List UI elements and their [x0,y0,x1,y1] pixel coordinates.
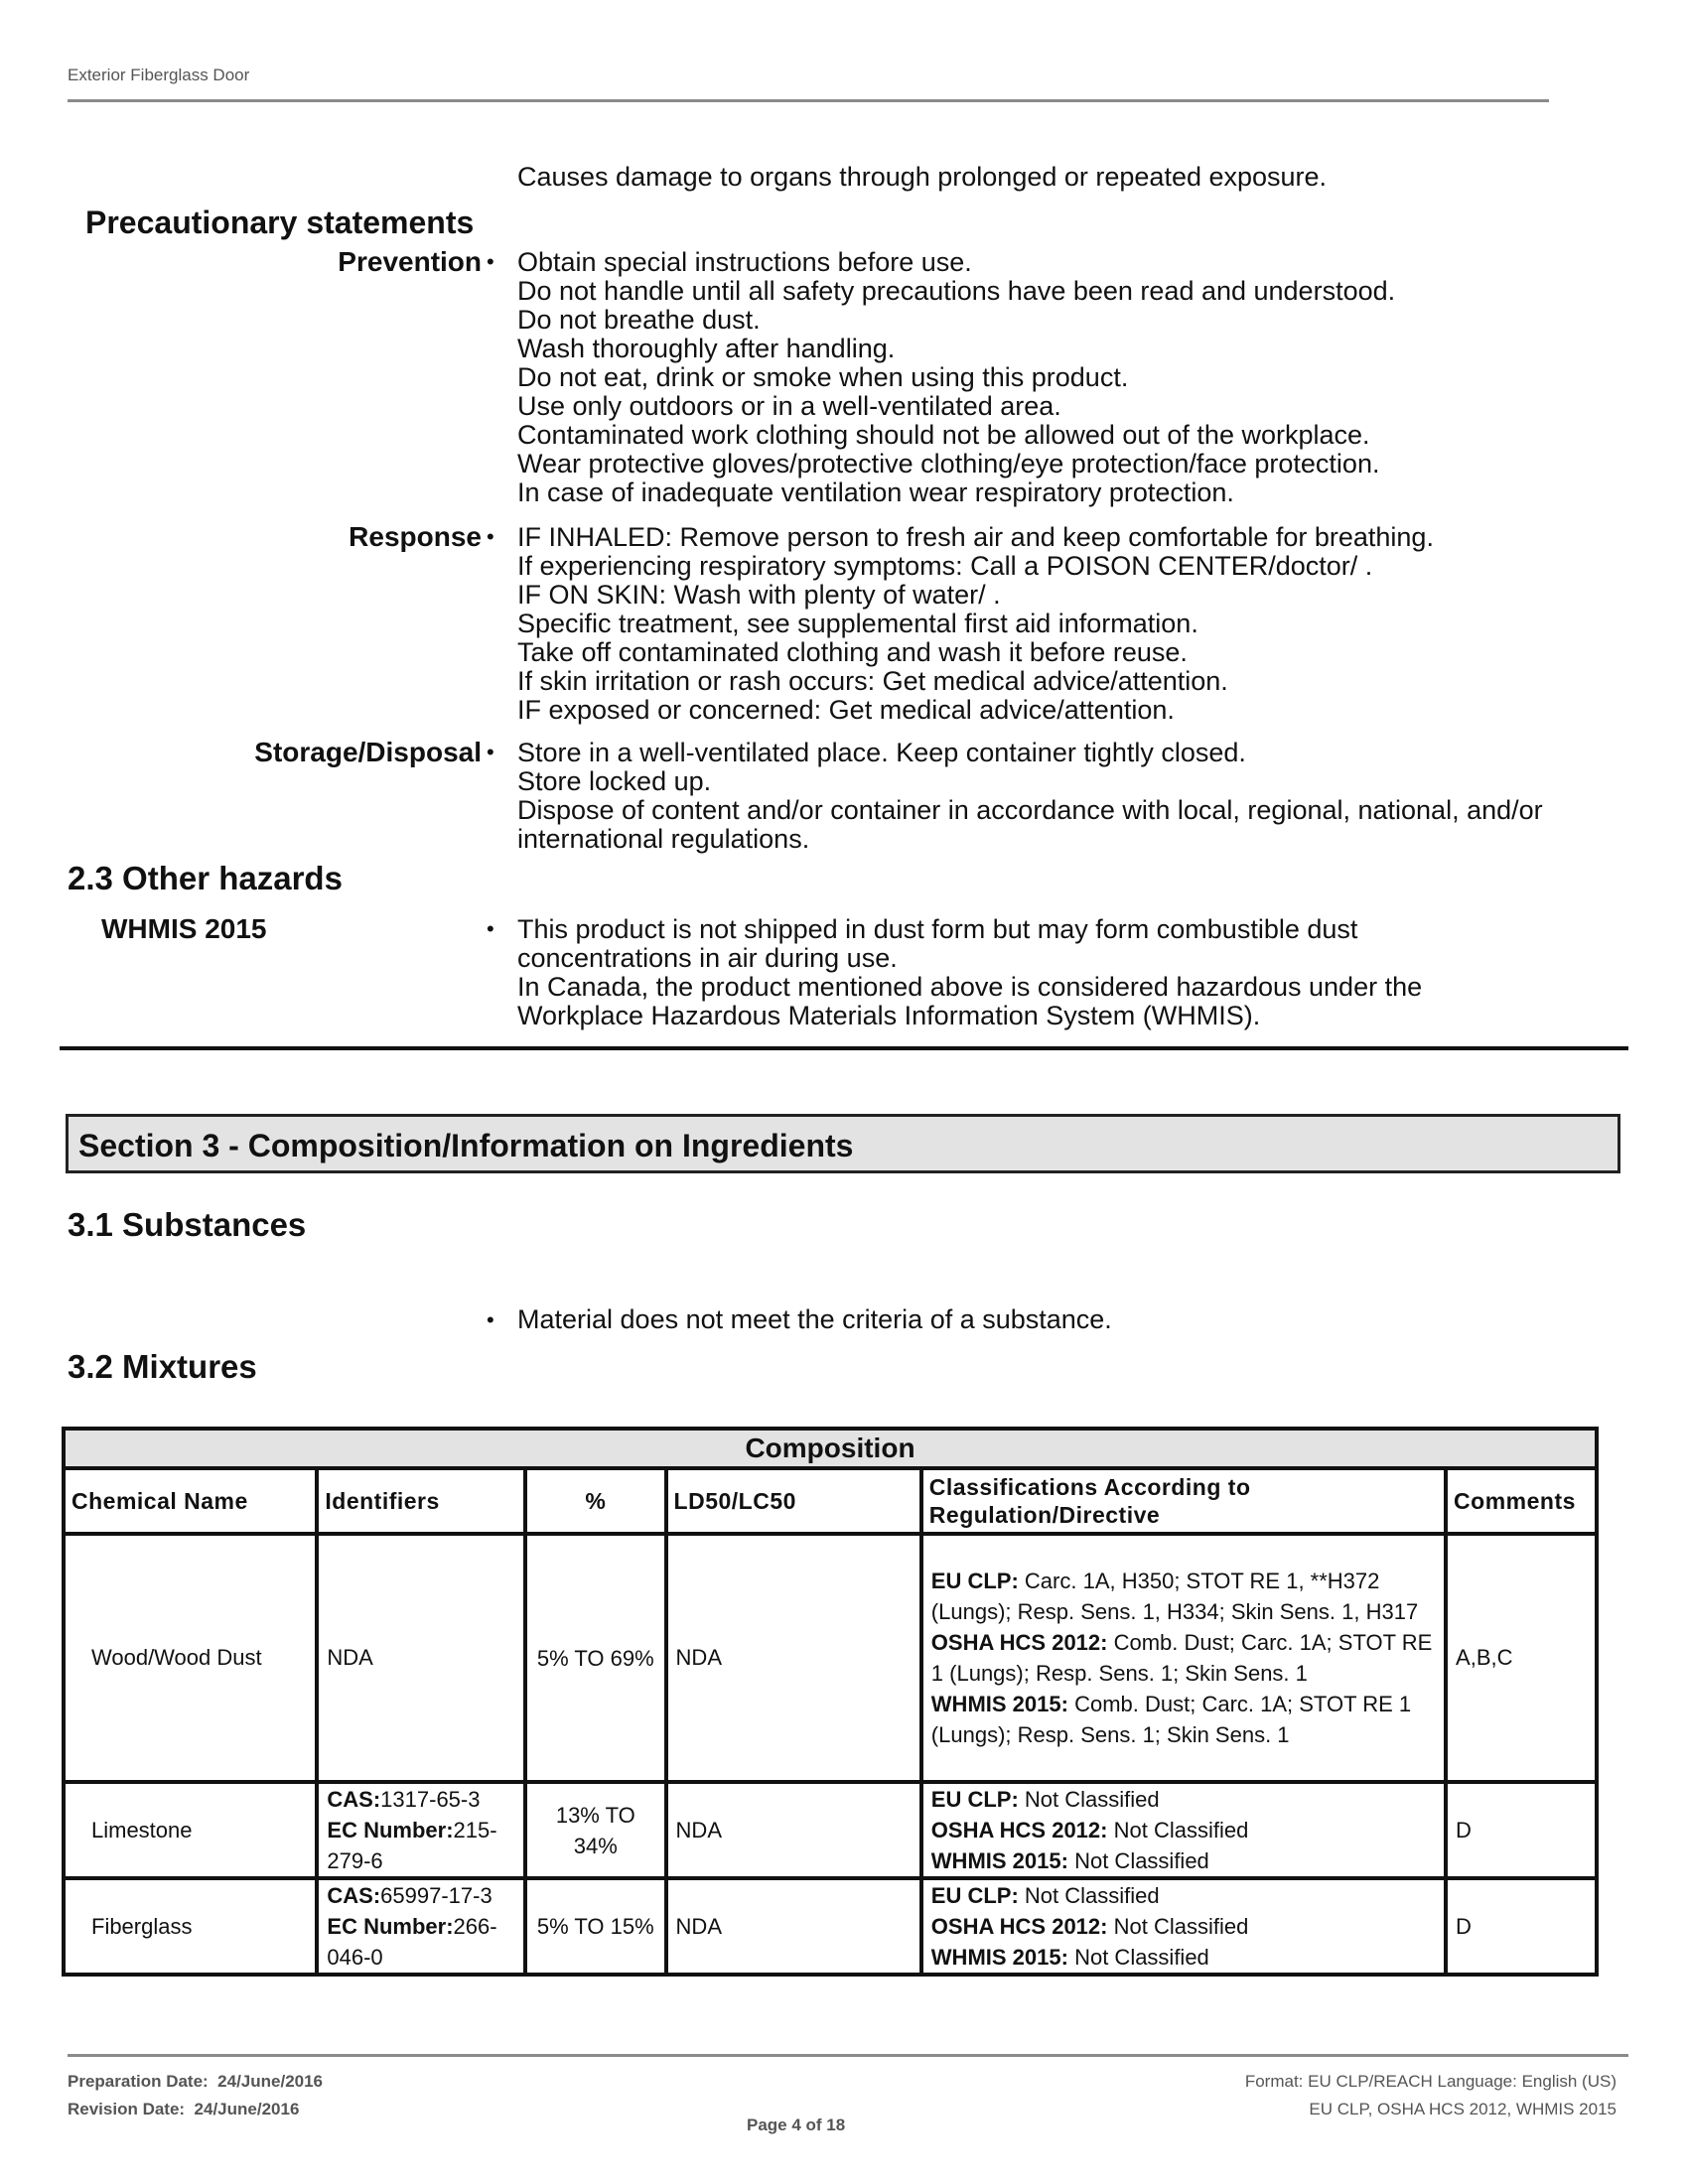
prep-date-value: 24/June/2016 [217,2072,324,2091]
rev-date-label: Revision Date: [68,2100,186,2118]
comments-cell: A,B,C [1446,1534,1597,1782]
col-comments: Comments [1446,1468,1597,1534]
text-line: Workplace Hazardous Materials Information System (WHMIS). [517,1001,1261,1030]
response-label: Response [349,521,482,552]
prep-date-label: Preparation Date: [68,2072,209,2091]
ec-value: 266-046-0 [327,1914,497,1970]
eu-clp-label: EU CLP: [930,1569,1019,1593]
identifiers-cell: NDA [317,1534,525,1782]
text-line: If experiencing respiratory symptoms: Call a POISON CENTER/doctor/ . [517,551,1373,581]
table-row [64,1782,1597,1878]
chemical-name-cell: Wood/Wood Dust [64,1534,317,1782]
prevention-label: Prevention [338,246,482,277]
text-line: In case of inadequate ventilation wear respiratory protection. [517,478,1234,507]
text-line: Contaminated work clothing should not be allowed out of the workplace. [517,420,1370,450]
osha-label: OSHA HCS 2012: [930,1630,1108,1655]
osha-value: Not Classified [1113,1914,1249,1939]
text-line: Specific treatment, see supplemental first aid information. [517,609,1198,638]
bullet: • [487,249,494,274]
text-line: Store locked up. [517,766,712,796]
eu-clp-value: Carc. 1A, H350; STOT RE 1, **H372 (Lungs); Resp. Sens. 1, H334; Skin Sens. 1, H317 [930,1569,1419,1624]
bullet: • [487,740,494,764]
eu-clp-label: EU CLP: [930,1883,1019,1908]
text-line: Obtain special instructions before use. [517,247,972,277]
footer-divider [68,2054,1628,2057]
text-line: concentrations in air during use. [517,943,898,973]
response-lines [517,523,1434,725]
cas-value: 1317-65-3 [380,1787,481,1812]
whmis-2015-value: Not Classified [1074,1945,1209,1970]
text-line: Material does not meet the criteria of a substance. [517,1304,1112,1334]
text-line: If skin irritation or rash occurs: Get medical advice/attention. [517,666,1228,696]
document-title: Exterior Fiberglass Door [68,66,250,84]
table-row [64,1534,1597,1782]
ld50-cell: NDA [666,1534,921,1782]
text-line: international regulations. [517,824,810,854]
eu-clp-label: EU CLP: [930,1787,1019,1812]
standards-line: EU CLP, OSHA HCS 2012, WHMIS 2015 [1309,2100,1617,2118]
text-line: Causes damage to organs through prolonged or repeated exposure. [517,162,1328,192]
page-number: Page 4 of 18 [747,2116,846,2134]
eu-clp-value: Not Classified [1024,1883,1160,1908]
composition-title: Composition [64,1429,1597,1468]
whmis-label: WHMIS 2015 [101,913,267,944]
chemical-name-cell: Fiberglass [64,1878,317,1975]
osha-value: Comb. Dust; Carc. 1A; STOT RE 1 (Lungs); Resp. Sens. 1; Skin Sens. 1 [930,1630,1433,1686]
text-line: Take off contaminated clothing and wash it before reuse. [517,637,1188,667]
format-line: Format: EU CLP/REACH Language: English (US) [1244,2072,1617,2091]
substances-text [517,1305,1112,1334]
bullet: • [487,524,494,549]
preparation-date [68,2072,323,2092]
rev-date-value: 24/June/2016 [194,2100,300,2118]
text-line: In Canada, the product mentioned above is considered hazardous under the [517,972,1423,1002]
identifiers-cell [317,1878,525,1975]
classifications-cell [921,1534,1446,1782]
cas-value: 65997-17-3 [380,1883,492,1908]
substances-heading: 3.1 Substances [68,1206,307,1243]
percent-cell: 5% TO 69% [525,1534,666,1782]
text-line: Wear protective gloves/protective clothing/eye protection/face protection. [517,449,1380,478]
section-3-title: Section 3 - Composition/Information on Ingredients [78,1128,854,1163]
identifiers-cell [317,1782,525,1878]
osha-value: Not Classified [1113,1818,1249,1843]
storage-lines [517,739,1543,854]
ec-value: 215-279-6 [327,1818,497,1873]
osha-label: OSHA HCS 2012: [930,1914,1108,1939]
text-line: IF INHALED: Remove person to fresh air and keep comfortable for breathing. [517,522,1434,552]
text-line: IF exposed or concerned: Get medical advice/attention. [517,695,1175,725]
text-line: Do not breathe dust. [517,305,761,335]
whmis-lines [517,915,1422,1030]
classifications-cell [921,1782,1446,1878]
cas-label: CAS: [327,1883,381,1908]
mixtures-heading: 3.2 Mixtures [68,1348,257,1385]
eu-clp-value: Not Classified [1024,1787,1160,1812]
text-line: This product is not shipped in dust form but may form combustible dust [517,914,1358,944]
header-divider [68,99,1549,102]
precautionary-heading: Precautionary statements [85,205,475,240]
osha-label: OSHA HCS 2012: [930,1818,1108,1843]
ld50-cell: NDA [666,1878,921,1975]
continued-hazard-line [517,163,1327,192]
comments-cell: D [1446,1782,1597,1878]
section-3-header [66,1114,1620,1173]
prevention-lines [517,248,1395,507]
text-line: Store in a well-ventilated place. Keep container tightly closed. [517,738,1246,767]
percent-cell: 5% TO 15% [525,1878,666,1975]
cas-label: CAS: [327,1787,381,1812]
col-classifications: Classifications According to Regulation/Directive [921,1468,1446,1534]
percent-cell: 13% TO 34% [525,1782,666,1878]
ec-label: EC Number: [327,1818,454,1843]
col-chemical-name: Chemical Name [64,1468,317,1534]
whmis-2015-label: WHMIS 2015: [930,1945,1068,1970]
whmis-2015-value: Comb. Dust; Carc. 1A; STOT RE 1 (Lungs); Resp. Sens. 1; Skin Sens. 1 [930,1692,1412,1747]
section-divider [60,1046,1628,1050]
col-ld50: LD50/LC50 [666,1468,921,1534]
table-row [64,1878,1597,1975]
col-identifiers: Identifiers [317,1468,525,1534]
chemical-name-cell: Limestone [64,1782,317,1878]
text-line: Use only outdoors or in a well-ventilated area. [517,391,1061,421]
col-percent: % [525,1468,666,1534]
text-line: IF ON SKIN: Wash with plenty of water/ . [517,580,1001,610]
text-line: Wash thoroughly after handling. [517,334,896,363]
composition-table [62,1427,1599,1977]
whmis-2015-label: WHMIS 2015: [930,1692,1068,1716]
whmis-2015-value: Not Classified [1074,1848,1209,1873]
text-line: Do not eat, drink or smoke when using this product. [517,362,1129,392]
storage-label: Storage/Disposal [254,737,482,767]
classifications-cell [921,1878,1446,1975]
table-header-row [64,1468,1597,1534]
text-line: Do not handle until all safety precautions have been read and understood. [517,276,1396,306]
other-hazards-heading: 2.3 Other hazards [68,860,343,896]
bullet: • [487,916,494,941]
text-line: Dispose of content and/or container in accordance with local, regional, national, and/or [517,795,1543,825]
ld50-cell: NDA [666,1782,921,1878]
ec-label: EC Number: [327,1914,454,1939]
comments-cell: D [1446,1878,1597,1975]
whmis-2015-label: WHMIS 2015: [930,1848,1068,1873]
bullet: • [487,1307,494,1332]
revision-date [68,2100,299,2119]
